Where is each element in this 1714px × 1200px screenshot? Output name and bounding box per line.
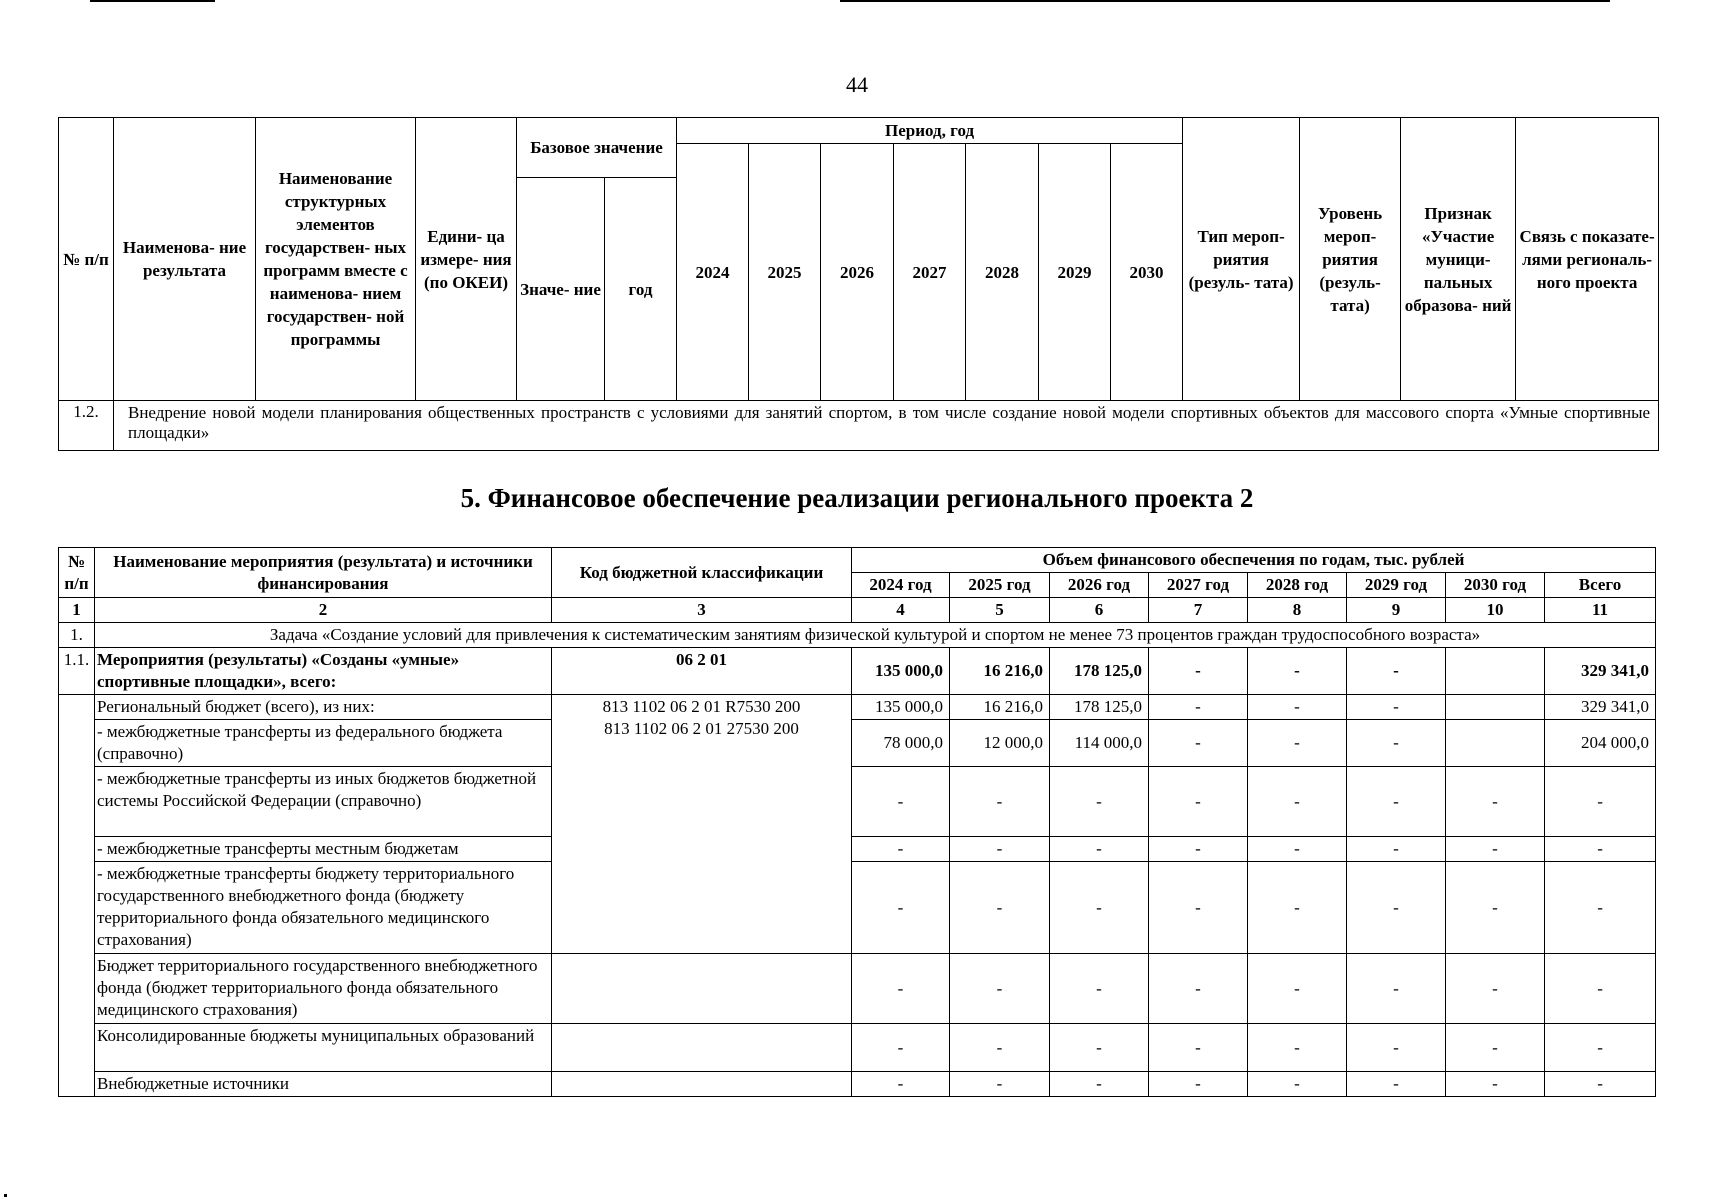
source-value: - [1446,1072,1545,1097]
source-value: - [1149,695,1248,720]
main-num: 1.1. [59,648,95,695]
col-number: 11 [1545,598,1656,623]
source-value: - [1149,1024,1248,1072]
source-total: - [1545,1024,1656,1072]
source-value: - [1347,1072,1446,1097]
budget-code: 813 1102 06 2 01 27530 200 [604,719,799,738]
source-value: - [852,862,950,954]
header-base-value: Базовое значение [517,118,677,178]
source-value: - [1050,1024,1149,1072]
header-year-2028: 2028 [966,144,1039,401]
header-period: Период, год [677,118,1183,144]
header-municipal: Признак «Участие муници- пальных образова- ний [1401,118,1516,401]
header-structural-elements: Наименование структурных элементов государствен- ных программ вместе с наименова- нием государствен- ной программы [256,118,416,401]
source-total: - [1545,1072,1656,1097]
header-year-2026: 2026 [821,144,894,401]
source-value: 135 000,0 [852,695,950,720]
col-number: 10 [1446,598,1545,623]
source-value: - [950,767,1050,837]
source-value: - [1347,720,1446,767]
source-name: - межбюджетные трансферты бюджету территориального государственного внебюджетного фонда (бюджету территориального фонда обязательного медицинского страхования) [95,862,552,954]
source-value: - [852,1072,950,1097]
main-value: 135 000,0 [852,648,950,695]
source-value: 16 216,0 [950,695,1050,720]
source-value: - [950,837,1050,862]
col-number: 6 [1050,598,1149,623]
financing-table [58,547,1656,1097]
source-value: - [1446,954,1545,1024]
col-number: 5 [950,598,1050,623]
source-value: - [950,1024,1050,1072]
source-value: - [1248,837,1347,862]
header-base-year: год [605,178,677,401]
main-value: - [1248,648,1347,695]
source-name: Консолидированные бюджеты муниципальных образований [95,1024,552,1072]
col-number: 3 [552,598,852,623]
source-value: 178 125,0 [1050,695,1149,720]
top-rule-left [90,0,215,2]
source-value: - [1050,954,1149,1024]
source-value: - [852,767,950,837]
source-value: - [1248,862,1347,954]
source-value: - [852,837,950,862]
main-value: - [1149,648,1248,695]
budget-codes [552,695,852,954]
fin-header-code: Код бюджетной классификации [552,548,852,598]
source-value: - [950,862,1050,954]
main-value: 16 216,0 [950,648,1050,695]
source-value: - [1149,954,1248,1024]
source-value: - [1050,767,1149,837]
blank-code-cell [552,954,852,1024]
source-name: Бюджет территориального государственного внебюджетного фонда (бюджет территориального фонда обязательного медицинского страхования) [95,954,552,1024]
header-year-2025: 2025 [749,144,821,401]
source-value: - [1446,767,1545,837]
source-name: Внебюджетные источники [95,1072,552,1097]
main-value: 178 125,0 [1050,648,1149,695]
header-level: Уровень мероп- риятия (резуль- тата) [1300,118,1401,401]
blank-code-cell [552,1024,852,1072]
main-value [1446,648,1545,695]
fin-header-year: 2030 год [1446,573,1545,598]
source-value: - [1248,1072,1347,1097]
header-year-2030: 2030 [1111,144,1183,401]
source-value: - [1347,954,1446,1024]
col-number: 8 [1248,598,1347,623]
header-base-val: Значе- ние [517,178,605,401]
source-value: - [1248,695,1347,720]
page-number: 44 [846,72,868,97]
fin-header-total: Всего [1545,573,1656,598]
section-title: 5. Финансовое обеспечение реализации регионального проекта 2 [460,483,1254,513]
header-unit: Едини- ца измере- ния (по ОКЕИ) [416,118,517,401]
source-value: - [1347,837,1446,862]
top-rule-right [840,0,1610,2]
row-description: Внедрение новой модели планирования общественных пространств с условиями для занятий спортом, в том числе создание новой модели спортивных объектов для массового спорта «Умные спортивные площадки» [114,401,1659,451]
source-total: - [1545,954,1656,1024]
source-value: - [1248,954,1347,1024]
source-value: - [1446,837,1545,862]
fin-header-name: Наименование мероприятия (результата) и источники финансирования [95,548,552,598]
source-value: - [1050,862,1149,954]
blank-code-cell [552,1072,852,1097]
source-value: - [1347,767,1446,837]
source-value [1446,720,1545,767]
task-text: Задача «Создание условий для привлечения к систематическим занятиям физической культурой и спортом не менее 73 процентов граждан трудоспособного возраста» [95,623,1656,648]
fin-header-year: 2027 год [1149,573,1248,598]
source-total: 204 000,0 [1545,720,1656,767]
budget-code: 813 1102 06 2 01 R7530 200 [602,697,801,716]
header-num: № п/п [59,118,114,401]
col-number: 7 [1149,598,1248,623]
source-name: Региональный бюджет (всего), из них: [95,695,552,720]
fin-header-num: № п/п [59,548,95,598]
results-table [58,117,1659,451]
header-result-name: Наименова- ние результата [114,118,256,401]
source-total: 329 341,0 [1545,695,1656,720]
source-name: - межбюджетные трансферты из федерального бюджета (справочно) [95,720,552,767]
task-num: 1. [59,623,95,648]
blank-num-cell [59,695,95,1097]
main-code: 06 2 01 [552,648,852,695]
header-type: Тип мероп- риятия (резуль- тата) [1183,118,1300,401]
fin-header-year: 2025 год [950,573,1050,598]
main-name: Мероприятия (результаты) «Созданы «умные» спортивные площадки», всего: [95,648,552,695]
source-value: - [1149,837,1248,862]
fin-header-year: 2024 год [852,573,950,598]
source-value: - [1347,862,1446,954]
header-year-2027: 2027 [894,144,966,401]
col-number: 1 [59,598,95,623]
main-total: 329 341,0 [1545,648,1656,695]
source-value: - [1446,1024,1545,1072]
source-value: - [1149,862,1248,954]
source-value: - [1149,720,1248,767]
col-number: 4 [852,598,950,623]
source-value: - [852,954,950,1024]
header-link: Связь с показате- лями региональ- ного проекта [1516,118,1659,401]
source-value: 78 000,0 [852,720,950,767]
source-value: - [852,1024,950,1072]
fin-header-year: 2026 год [1050,573,1149,598]
source-value: - [950,1072,1050,1097]
source-total: - [1545,837,1656,862]
source-value [1446,695,1545,720]
fin-header-year: 2029 год [1347,573,1446,598]
source-total: - [1545,767,1656,837]
col-number: 2 [95,598,552,623]
source-value: - [1149,1072,1248,1097]
main-value: - [1347,648,1446,695]
source-value: - [1347,695,1446,720]
header-year-2024: 2024 [677,144,749,401]
row-num: 1.2. [59,401,114,451]
fin-header-volume: Объем финансового обеспечения по годам, тыс. рублей [852,548,1656,573]
source-value: - [1050,1072,1149,1097]
source-value: - [1248,767,1347,837]
source-value: - [1050,837,1149,862]
source-value: - [950,954,1050,1024]
source-value: - [1347,1024,1446,1072]
source-value: 12 000,0 [950,720,1050,767]
source-value: - [1149,767,1248,837]
col-number: 9 [1347,598,1446,623]
header-year-2029: 2029 [1039,144,1111,401]
source-name: - межбюджетные трансферты из иных бюджетов бюджетной системы Российской Федерации (справочно) [95,767,552,837]
scan-mark [4,1194,7,1197]
source-value: - [1248,720,1347,767]
source-name: - межбюджетные трансферты местным бюджетам [95,837,552,862]
source-value: 114 000,0 [1050,720,1149,767]
fin-header-year: 2028 год [1248,573,1347,598]
source-total: - [1545,862,1656,954]
source-value: - [1248,1024,1347,1072]
source-value: - [1446,862,1545,954]
